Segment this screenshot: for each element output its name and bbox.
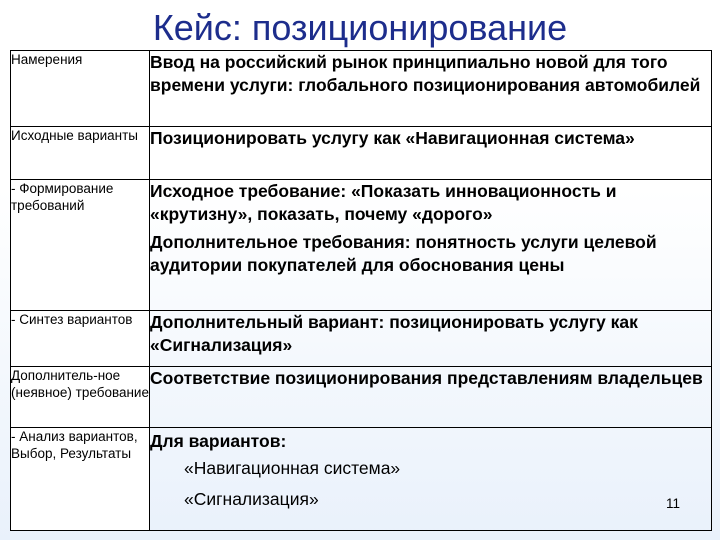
table-row bbox=[11, 51, 712, 127]
case-table bbox=[10, 50, 712, 531]
option-navigation-system: «Навигационная система» bbox=[184, 458, 401, 478]
table-row bbox=[11, 367, 712, 428]
row-label-synthesis: - Синтез вариантов bbox=[11, 311, 150, 367]
row-value-initial-options bbox=[150, 127, 712, 180]
row-value-requirements bbox=[150, 180, 712, 311]
row-text: Дополнительный вариант: позиционировать услугу как «Сигнализация» bbox=[150, 312, 638, 355]
table-row bbox=[11, 127, 712, 180]
row-value-analysis bbox=[150, 428, 712, 531]
row-text: Для вариантов: bbox=[150, 431, 287, 451]
row-label-implicit-requirement: Дополнитель-ное (неявное) требование bbox=[11, 367, 150, 428]
table-row bbox=[11, 180, 712, 311]
row-value-intentions bbox=[150, 51, 712, 127]
slide-title: Кейс: позиционирование bbox=[152, 7, 568, 48]
row-label-initial-options: Исходные варианты bbox=[11, 127, 150, 180]
row-label-requirements: - Формирование требований bbox=[11, 180, 150, 311]
row-text-initial-requirement: Исходное требование: «Показать инновационность и «крутизну», показать, почему «дорого» bbox=[150, 181, 617, 224]
row-text: Ввод на российский рынок принципиально новой для того времени услуги: глобального позиционирования автомобилей bbox=[150, 52, 701, 95]
option-alarm: «Сигнализация» bbox=[184, 489, 319, 509]
row-text-additional-requirement: Дополнительное требования: понятность услуги целевой аудитории покупателей для обоснования цены bbox=[150, 232, 657, 275]
row-value-synthesis bbox=[150, 311, 712, 367]
table-row bbox=[11, 428, 712, 531]
row-label-intentions: Намерения bbox=[11, 51, 150, 127]
page-number: 11 bbox=[666, 496, 681, 511]
row-text: Соответствие позиционирования представлениям владельцев bbox=[150, 368, 703, 388]
row-text: Позиционировать услугу как «Навигационная система» bbox=[150, 128, 635, 148]
table-row bbox=[11, 311, 712, 367]
row-label-analysis: - Анализ вариантов, Выбор, Результаты bbox=[11, 428, 150, 531]
row-value-implicit-requirement bbox=[150, 367, 712, 428]
